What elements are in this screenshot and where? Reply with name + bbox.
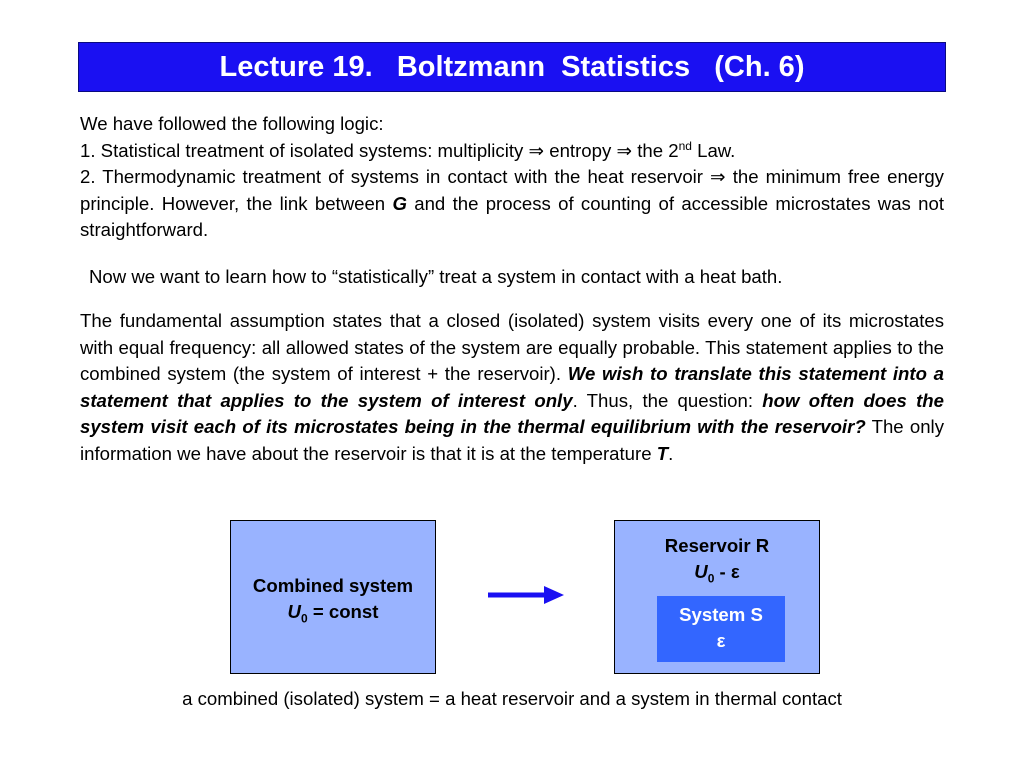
assumption-question: how often does the system visit each of its microstates being in the thermal equilibrium with the reservoir? — [80, 389, 944, 437]
combined-energy — [231, 599, 435, 625]
combined-const: = const — [307, 601, 379, 622]
system-s-energy: ε — [716, 630, 726, 651]
item2-text-b: the minimum free energy principle. However, the link between — [80, 166, 944, 214]
implies-arrow-2: ⇒ — [616, 139, 633, 161]
item1-text-c: the 2 — [637, 139, 679, 161]
assumption-period: . — [668, 442, 674, 464]
reservoir-U: U — [694, 561, 708, 582]
slide-title: Lecture 19. Boltzmann Statistics (Ch. 6) — [219, 50, 805, 83]
combined-U-subscript: 0 — [300, 611, 308, 626]
logic-item-1 — [80, 138, 944, 165]
combined-system-label: Combined system — [252, 575, 414, 596]
item1-text-d: Law. — [691, 139, 736, 161]
item2-text-a: 2. Thermodynamic treatment of systems in contact with the heat reservoir — [80, 166, 703, 187]
item1-superscript: nd — [678, 138, 692, 153]
system-s-box — [657, 596, 785, 662]
heat-bath-paragraph: Now we want to learn how to “statistically” treat a system in contact with a heat bath. — [89, 266, 783, 287]
system-s-label: System S — [679, 604, 763, 625]
reservoir-energy — [615, 559, 819, 585]
title-bar — [78, 42, 946, 92]
assumption-paragraph — [80, 308, 944, 467]
logic-intro: We have followed the following logic: — [80, 113, 384, 134]
implies-arrow-3: ⇒ — [710, 166, 726, 187]
right-arrow-icon — [486, 583, 566, 607]
reservoir-label: Reservoir R — [664, 535, 770, 556]
assumption-emphasis-1: We wish to translate this statement into a statement that applies to the system of interest only — [80, 363, 944, 411]
item2-text-c: and the process of counting of accessible microstates was not straightforward. — [80, 192, 944, 240]
combined-U: U — [287, 601, 301, 622]
combined-system-box — [230, 520, 436, 674]
reservoir-U-subscript: 0 — [707, 571, 715, 586]
item1-text-a: 1. Statistical treatment of isolated systems: multiplicity — [80, 139, 524, 161]
diagram-caption: a combined (isolated) system = a heat reservoir and a system in thermal contact — [182, 688, 842, 709]
symbol-T: T — [656, 442, 669, 464]
implies-arrow-1: ⇒ — [528, 139, 545, 161]
item1-text-b: entropy — [549, 139, 612, 161]
logic-item-2 — [80, 164, 944, 244]
reservoir-minus-eps: - ε — [714, 561, 740, 582]
logic-paragraph — [80, 111, 944, 244]
assumption-text-a: The fundamental assumption states that a closed (isolated) system visits every one of its microstates with equal frequency: all allowed states of the system are equally probable. This statement applies to the combined system (the system of interest + the reservoir). — [80, 310, 944, 384]
assumption-text-c: . Thus, the question: — [572, 389, 754, 411]
symbol-G: G — [392, 192, 407, 214]
assumption-text-e: The only information we have about the reservoir is that it is at the temperature — [80, 416, 944, 464]
